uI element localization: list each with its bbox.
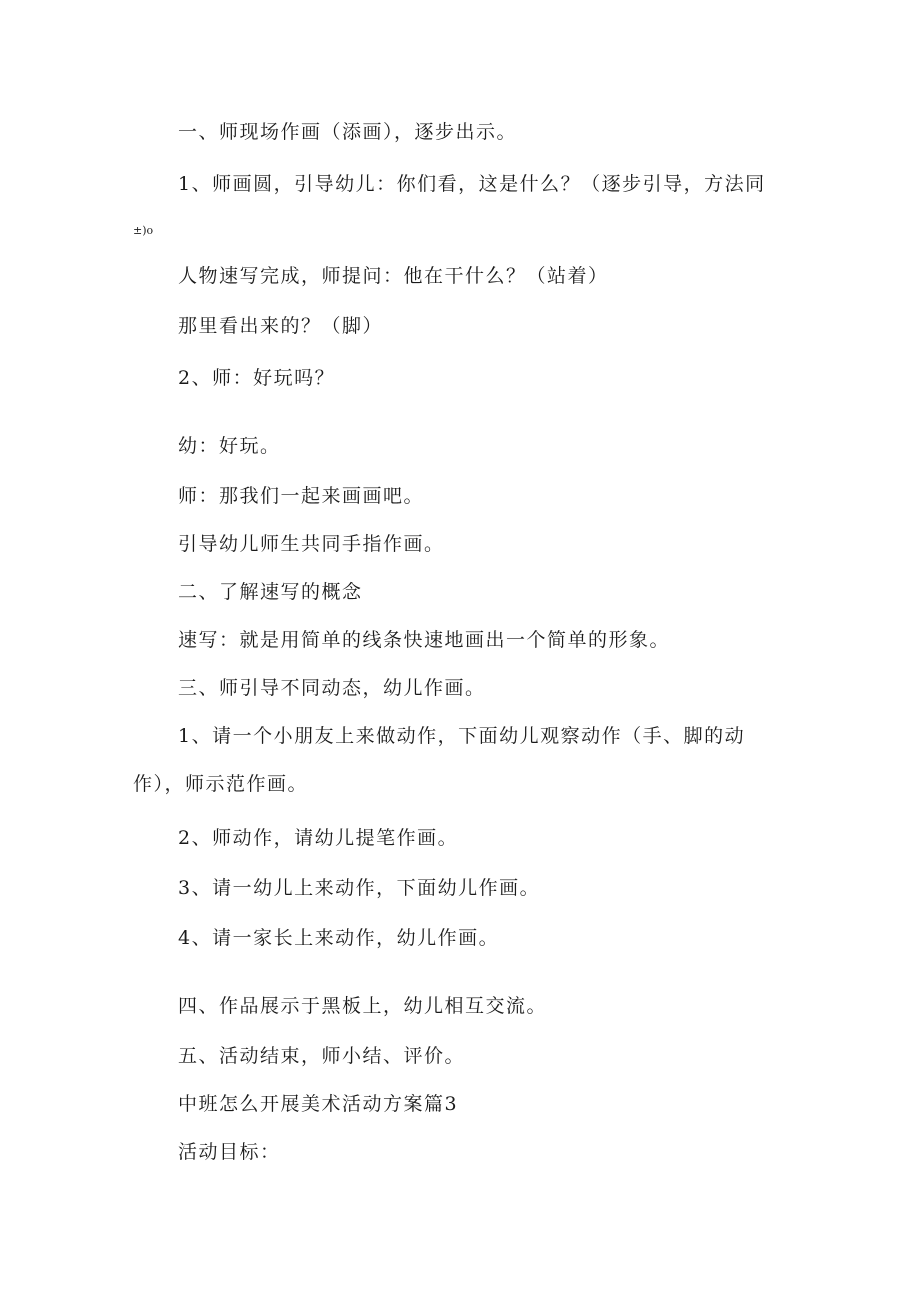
section-heading: 二、了解速写的概念	[178, 581, 363, 603]
paragraph-line: 一、师现场作画（添画），逐步出示。	[178, 121, 518, 143]
paragraph-line: 1、请一个小朋友上来做动作，下面幼儿观察动作（手、脚的动	[178, 725, 746, 747]
paragraph-line: 那里看出来的？（脚）	[178, 315, 384, 337]
paragraph-line: 速写：就是用简单的线条快速地画出一个简单的形象。	[178, 629, 671, 651]
section-heading: 五、活动结束，师小结、评价。	[178, 1045, 466, 1067]
paragraph-line: 4、请一家长上来动作，幼儿作画。	[178, 927, 500, 949]
paragraph-line: 人物速写完成，师提问：他在干什么？（站着）	[178, 265, 609, 287]
section-heading: 三、师引导不同动态，幼儿作画。	[178, 677, 486, 699]
paragraph-line: 1、师画圆，引导幼儿：你们看，这是什么？（逐步引导，方法同	[178, 173, 766, 195]
paragraph-line: 2、师动作，请幼儿提笔作画。	[178, 827, 459, 849]
paragraph-line: 师：那我们一起来画画吧。	[178, 485, 425, 507]
section-heading: 四、作品展示于黑板上，幼儿相互交流。	[178, 995, 548, 1017]
paragraph-line: 2、师：好玩吗？	[178, 367, 336, 389]
section-title: 中班怎么开展美术活动方案篇3	[178, 1093, 459, 1115]
paragraph-line: 幼：好玩。	[178, 435, 281, 457]
subheading: 活动目标：	[178, 1141, 281, 1163]
paragraph-line: 引导幼儿师生共同手指作画。	[178, 533, 445, 555]
paragraph-line: 3、请一幼儿上来动作，下面幼儿作画。	[178, 877, 541, 899]
paragraph-line: ±)o	[133, 224, 154, 237]
paragraph-line: 作），师示范作画。	[133, 773, 309, 795]
